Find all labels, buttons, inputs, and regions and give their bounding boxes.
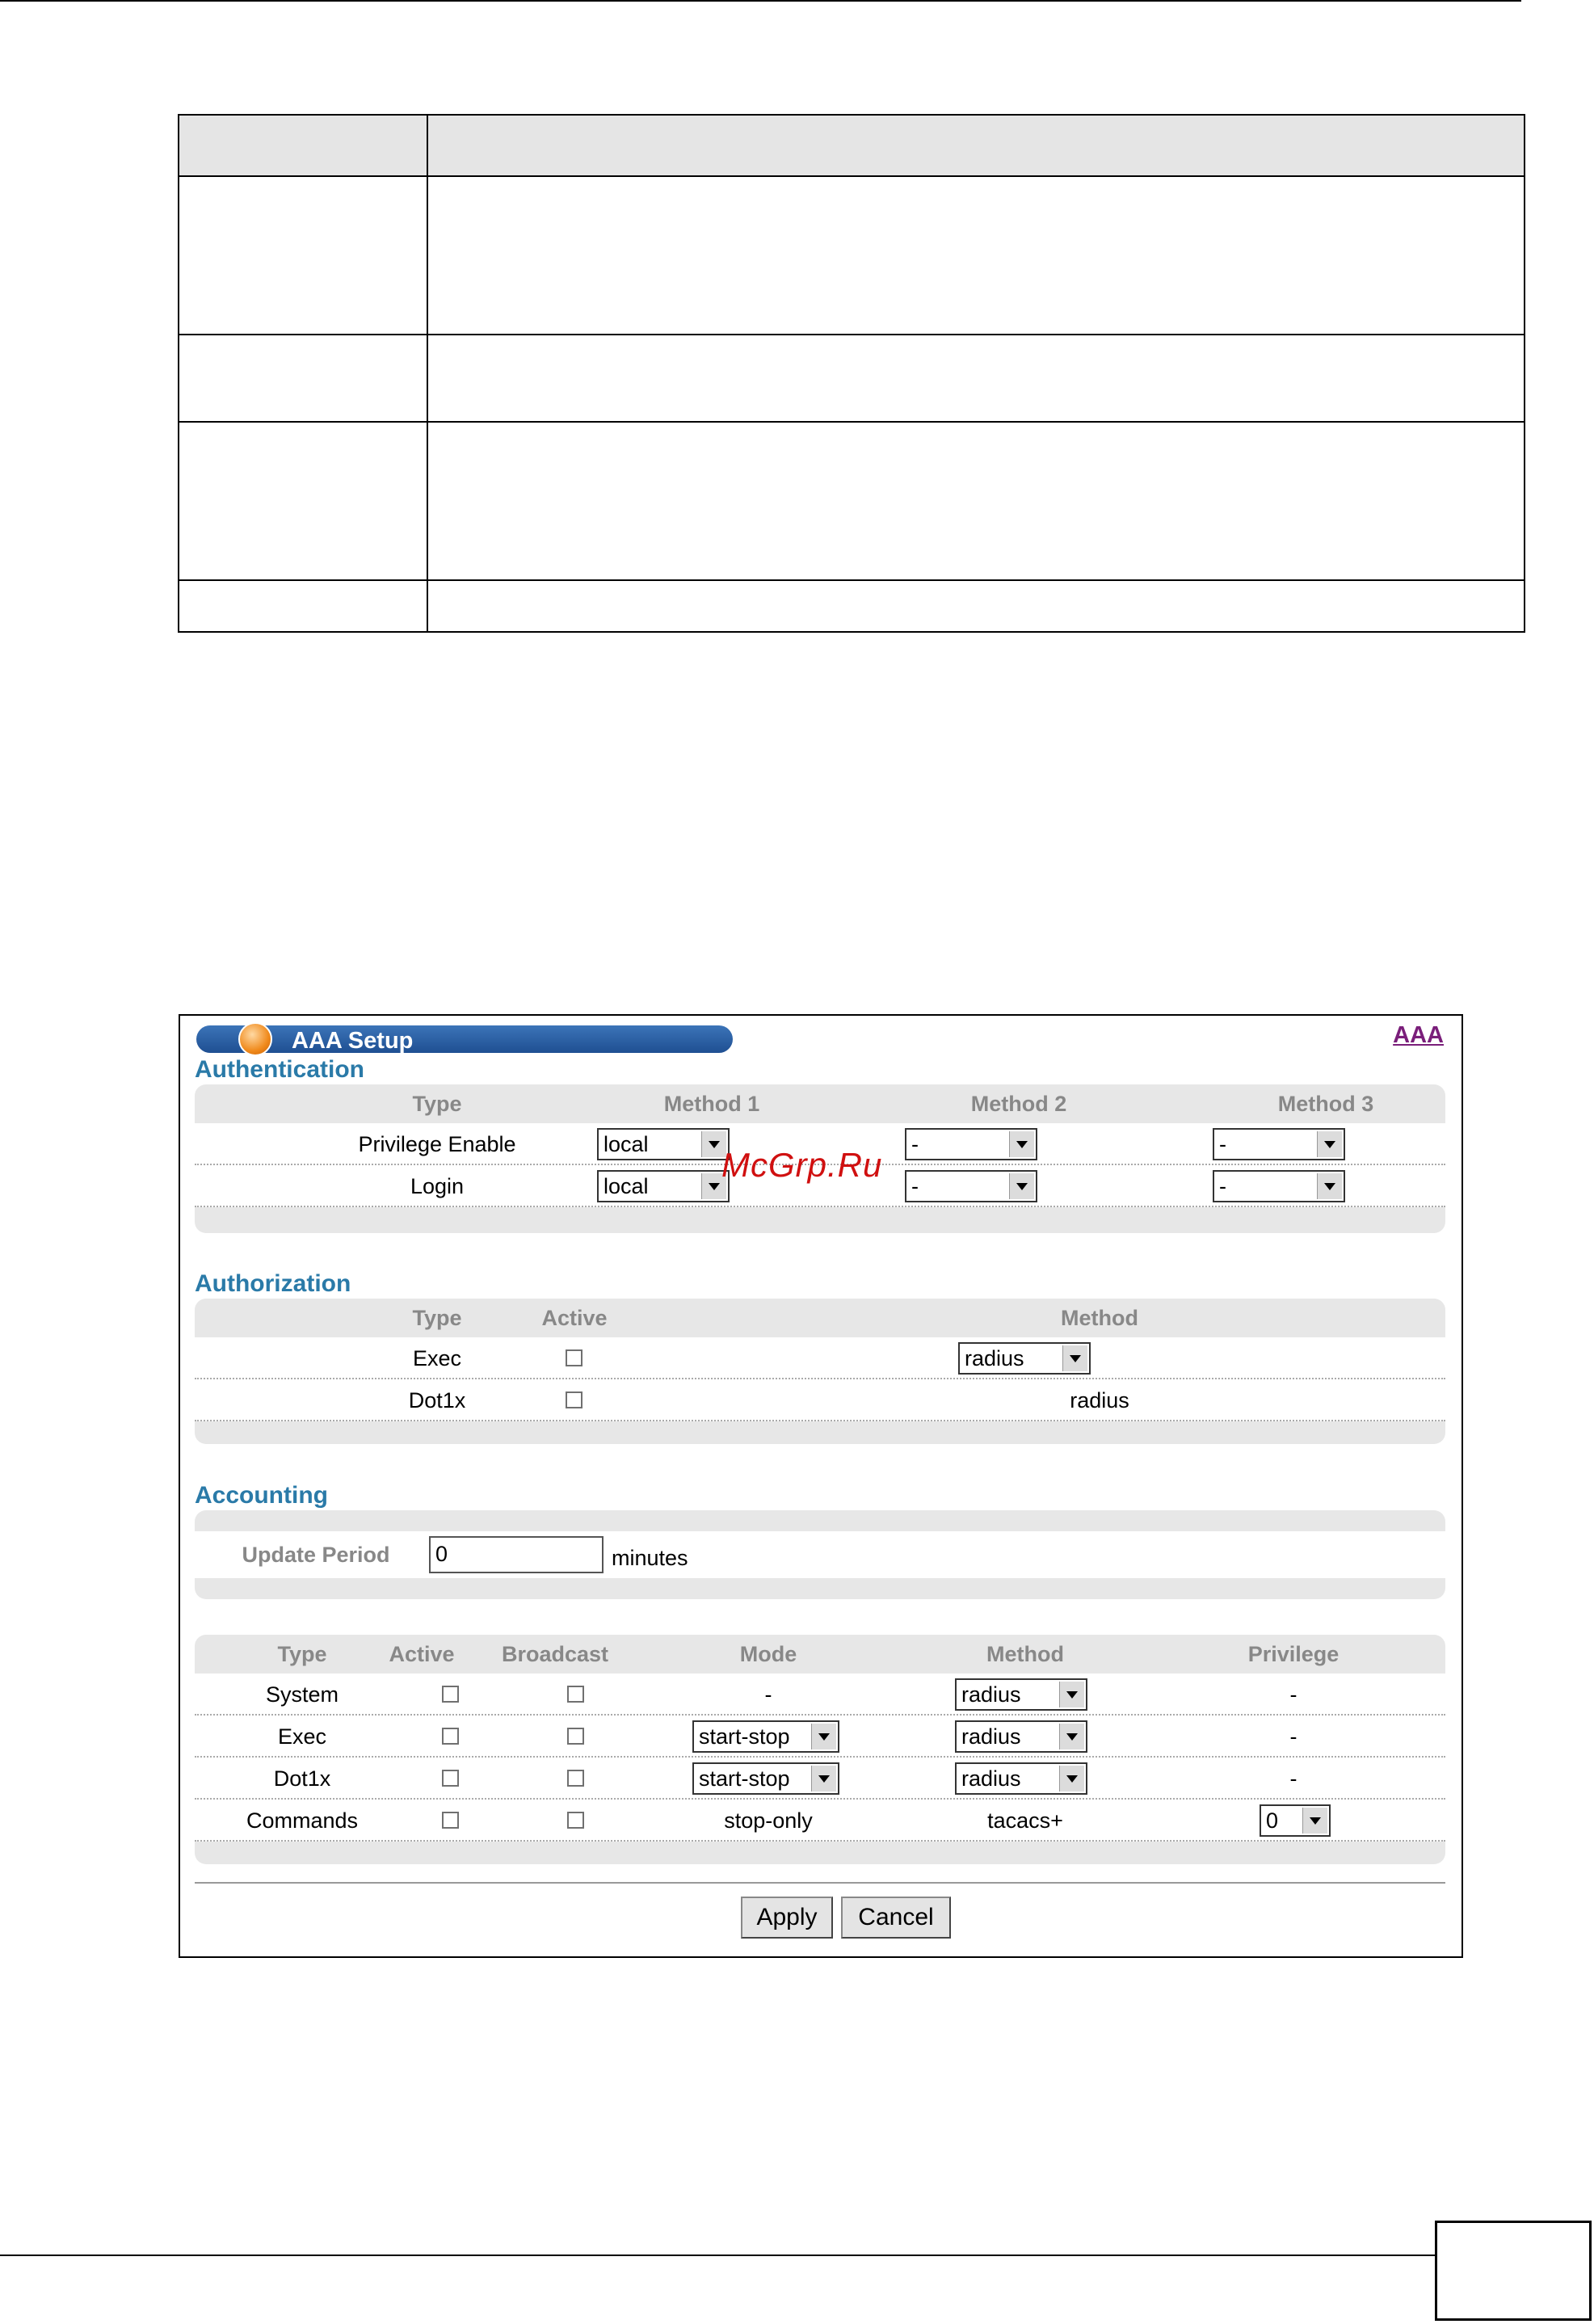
active-checkbox[interactable] (566, 1391, 583, 1408)
privilege-value: - (1289, 1766, 1297, 1791)
type-label: Exec (412, 1346, 462, 1370)
screen-title: AAA Setup (292, 1028, 414, 1054)
update-period-box (195, 1510, 1445, 1599)
select-value: radius (965, 1346, 1024, 1370)
select-value: start-stop (699, 1766, 790, 1791)
privilege-value: - (1289, 1682, 1297, 1707)
method-value: radius (1070, 1388, 1129, 1413)
mode-select[interactable] (692, 1762, 839, 1795)
field-description-table (178, 114, 1525, 633)
update-period-input[interactable]: 0 (429, 1536, 604, 1573)
acct-row-commands (195, 1800, 1445, 1842)
accounting-table (195, 1635, 1445, 1864)
chevron-down-icon (1302, 1808, 1327, 1834)
select-value: radius (961, 1766, 1021, 1791)
table-cell (179, 422, 427, 580)
col-type: Type (412, 1092, 462, 1116)
active-checkbox[interactable] (442, 1770, 459, 1787)
method-value: tacacs+ (987, 1808, 1063, 1833)
chevron-down-icon (1009, 1131, 1034, 1157)
cancel-button[interactable]: Cancel (841, 1897, 951, 1939)
table-cell (427, 176, 1525, 335)
title-bar (196, 1025, 733, 1053)
chevron-down-icon (1317, 1131, 1342, 1157)
table-cell (179, 176, 427, 335)
type-label: System (265, 1682, 339, 1707)
type-label: Login (410, 1174, 465, 1198)
col-method-2: Method 2 (970, 1092, 1067, 1116)
select-value: local (604, 1174, 649, 1198)
table-cell (427, 335, 1525, 422)
select-value: radius (961, 1724, 1021, 1749)
table-cell (427, 422, 1525, 580)
table-header-cell (179, 115, 427, 176)
method-2-select[interactable] (905, 1128, 1037, 1160)
update-period-label: Update Period (242, 1543, 390, 1567)
method-select[interactable] (955, 1720, 1087, 1753)
active-checkbox[interactable] (442, 1812, 459, 1829)
select-value: radius (961, 1682, 1021, 1707)
chevron-down-icon (1059, 1766, 1084, 1791)
col-method-1: Method 1 (663, 1092, 760, 1116)
mode-select[interactable] (692, 1720, 839, 1753)
broadcast-checkbox[interactable] (567, 1770, 584, 1787)
method-select[interactable] (958, 1342, 1091, 1375)
col-type: Type (412, 1306, 462, 1330)
privilege-select[interactable] (1260, 1804, 1331, 1837)
broadcast-checkbox[interactable] (567, 1728, 584, 1745)
active-checkbox[interactable] (566, 1349, 583, 1366)
select-value: - (1219, 1174, 1226, 1198)
col-method-3: Method 3 (1277, 1092, 1374, 1116)
watermark-text: McGrp.Ru (721, 1146, 883, 1184)
authorization-heading: Authorization (195, 1270, 351, 1297)
chevron-down-icon (1059, 1682, 1084, 1707)
table-cell (179, 580, 427, 632)
method-1-select[interactable] (597, 1170, 730, 1202)
mode-value: stop-only (724, 1808, 813, 1833)
bottom-rule (0, 2255, 1440, 2256)
chevron-down-icon (811, 1766, 836, 1791)
col-mode: Mode (739, 1642, 797, 1666)
method-select[interactable] (955, 1762, 1087, 1795)
select-value: - (1219, 1132, 1226, 1156)
method-3-select[interactable] (1213, 1170, 1345, 1202)
mode-value: - (764, 1682, 772, 1707)
chevron-down-icon (1009, 1173, 1034, 1199)
method-1-select[interactable] (597, 1128, 730, 1160)
select-value: local (604, 1132, 649, 1156)
acct-row-exec (195, 1716, 1445, 1758)
aaa-link[interactable]: AAA (1393, 1022, 1444, 1048)
type-label: Dot1x (408, 1388, 466, 1413)
accounting-heading: Accounting (195, 1482, 328, 1509)
table-cell (179, 335, 427, 422)
col-method: Method (1061, 1306, 1138, 1330)
active-checkbox[interactable] (442, 1686, 459, 1703)
orb-icon (238, 1022, 272, 1056)
active-checkbox[interactable] (442, 1728, 459, 1745)
col-privilege: Privilege (1247, 1642, 1340, 1666)
update-period-unit: minutes (612, 1546, 688, 1570)
select-value: - (911, 1132, 919, 1156)
broadcast-checkbox[interactable] (567, 1686, 584, 1703)
acct-row-system (195, 1674, 1445, 1716)
type-label: Commands (246, 1808, 359, 1833)
authentication-heading: Authentication (195, 1056, 364, 1083)
chevron-down-icon (1317, 1173, 1342, 1199)
table-header-cell (427, 115, 1525, 176)
divider (195, 1882, 1445, 1884)
col-type: Type (277, 1642, 327, 1666)
col-active: Active (389, 1642, 455, 1666)
col-method: Method (986, 1642, 1064, 1666)
broadcast-checkbox[interactable] (567, 1812, 584, 1829)
top-rule (0, 0, 1521, 2)
apply-button[interactable]: Apply (741, 1897, 833, 1939)
type-label: Dot1x (273, 1766, 331, 1791)
page-number-box (1435, 2221, 1592, 2321)
select-value: - (911, 1174, 919, 1198)
privilege-value: - (1289, 1724, 1297, 1749)
authorization-table (195, 1299, 1445, 1444)
type-label: Exec (277, 1724, 327, 1749)
authz-row-exec (195, 1337, 1445, 1379)
select-value: start-stop (699, 1724, 790, 1749)
method-2-select[interactable] (905, 1170, 1037, 1202)
col-broadcast: Broadcast (501, 1642, 609, 1666)
chevron-down-icon (1062, 1345, 1087, 1371)
chevron-down-icon (1059, 1724, 1084, 1749)
select-value: 0 (1266, 1808, 1279, 1833)
update-period-row (195, 1531, 1445, 1578)
type-label: Privilege Enable (358, 1132, 516, 1156)
acct-row-dot1x (195, 1758, 1445, 1800)
table-cell (427, 580, 1525, 632)
method-select[interactable] (955, 1678, 1087, 1711)
col-active: Active (541, 1306, 608, 1330)
method-3-select[interactable] (1213, 1128, 1345, 1160)
chevron-down-icon (811, 1724, 836, 1749)
authz-row-dot1x (195, 1379, 1445, 1421)
